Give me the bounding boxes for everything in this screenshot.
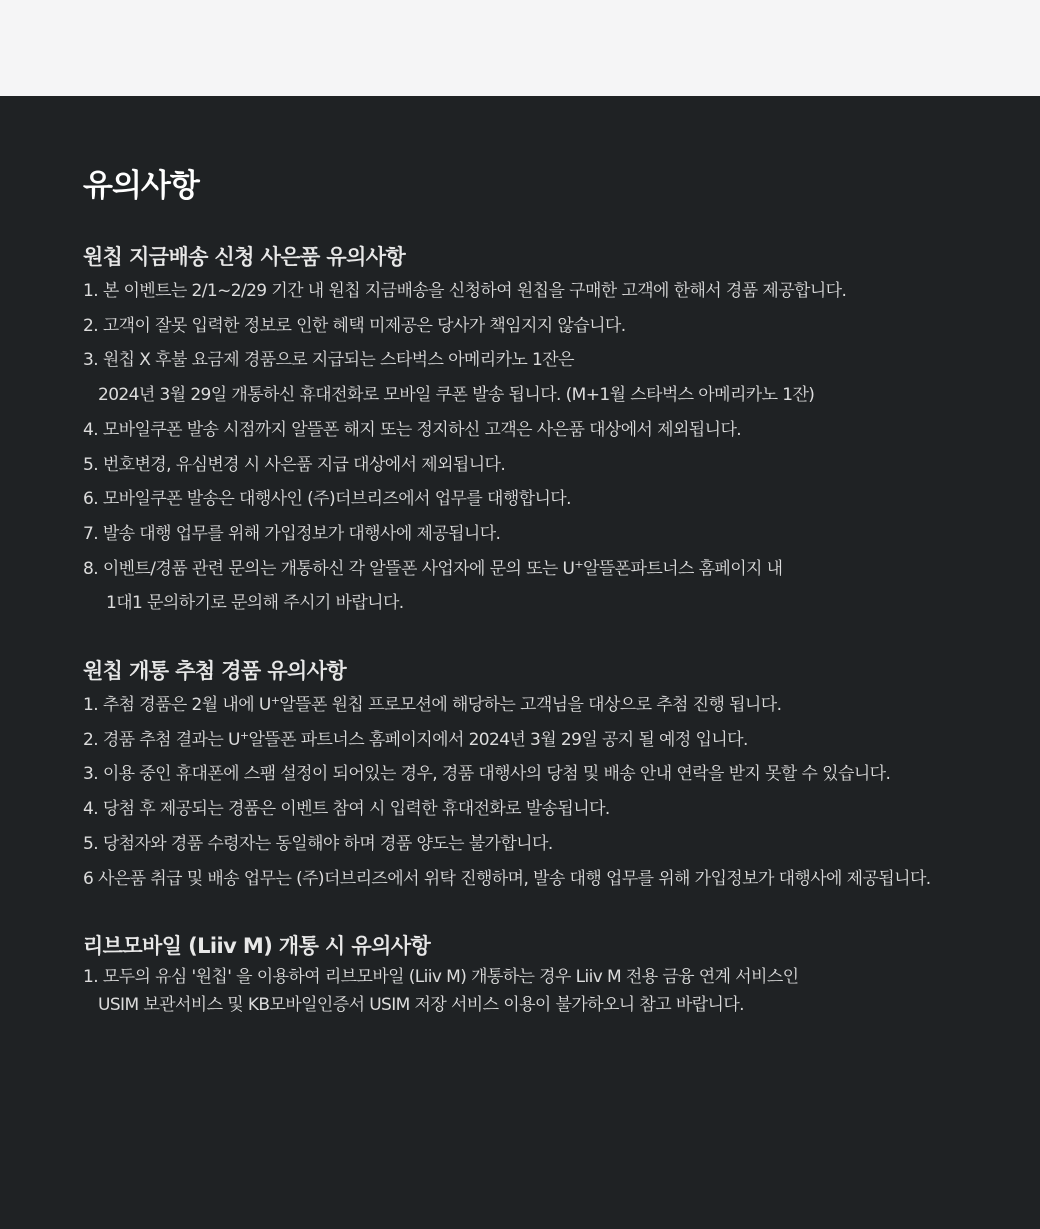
- superscript-plus: +: [270, 694, 280, 708]
- section-title: 원칩 개통 추첨 경품 유의사항: [83, 659, 347, 684]
- list-item-text: 알뜰폰파트너스 홈페이지 내: [583, 558, 783, 579]
- notice-title: 유의사항: [83, 168, 199, 204]
- list-item-continuation: USIM 보관서비스 및 KB모바일인증서 USIM 저장 서비스 이용이 불가하오니 참고 바랍니다.: [98, 995, 744, 1016]
- superscript-plus: +: [574, 557, 584, 571]
- list-item-text: 8. 이벤트/경품 관련 문의는 개통하신 각 알뜰폰 사업자에 문의 또는 U: [83, 558, 575, 579]
- list-item: [83, 963, 1040, 1019]
- list-item: [83, 688, 1040, 723]
- list-item-text: 3. 원칩 X 후불 요금제 경품으로 지급되는 스타벅스 아메리카노 1잔은: [83, 350, 574, 371]
- list-item-text: 알뜰폰 파트너스 홈페이지에서 2024년 3월 29일 공지 될 예정 입니다.: [248, 729, 748, 750]
- notice-list: [83, 963, 1040, 1019]
- list-item: 7. 발송 대행 업무를 위해 가입정보가 대행사에 제공됩니다.: [83, 523, 501, 544]
- section-title: 리브모바일 (Liiv M) 개통 시 유의사항: [83, 934, 431, 959]
- list-item-text: 1. 추첨 경품은 2월 내에 U: [83, 695, 271, 716]
- list-item-text: 알뜰폰 원칩 프로모션에 해당하는 고객님을 대상으로 추첨 진행 됩니다.: [279, 695, 782, 716]
- list-item: 2. 고객이 잘못 입력한 정보로 인한 혜택 미제공은 당사가 책임지지 않습니다.: [83, 315, 626, 336]
- list-item: [83, 723, 1040, 758]
- list-item: 6 사은품 취급 및 배송 업무는 (주)더브리즈에서 위탁 진행하며, 발송 대행 업무를 위해 가입정보가 대행사에 제공됩니다.: [83, 868, 931, 889]
- notice-section-onechip-draw: [83, 654, 1040, 896]
- section-title: 원칩 지금배송 신청 사은품 유의사항: [83, 245, 406, 269]
- list-item: [83, 552, 1040, 621]
- list-item: 5. 번호변경, 유심변경 시 사은품 지급 대상에서 제외됩니다.: [83, 454, 506, 475]
- top-band: [0, 0, 1040, 96]
- notice-list: [83, 688, 1040, 896]
- list-item: 4. 모바일쿠폰 발송 시점까지 알뜰폰 해지 또는 정지하신 고객은 사은품 대상에서 제외됩니다.: [83, 419, 742, 440]
- list-item: 3. 이용 중인 휴대폰에 스팸 설정이 되어있는 경우, 경품 대행사의 당첨 및 배송 안내 연락을 받지 못할 수 있습니다.: [83, 764, 891, 785]
- notice-section-onechip-delivery: [83, 240, 1040, 621]
- list-item-text: 1. 모두의 유심 '원칩' 을 이용하여 리브모바일 (Liiv M) 개통하는 경우 Liiv M 전용 금융 연계 서비스인: [83, 967, 799, 988]
- list-item-continuation: 2024년 3월 29일 개통하신 휴대전화로 모바일 쿠폰 발송 됩니다. (M+1월 스타벅스 아메리카노 1잔): [98, 385, 815, 406]
- notice-section-liivm: [83, 929, 1040, 1019]
- list-item: 6. 모바일쿠폰 발송은 대행사인 (주)더브리즈에서 업무를 대행합니다.: [83, 489, 571, 510]
- list-item: 5. 당첨자와 경품 수령자는 동일해야 하며 경품 양도는 불가합니다.: [83, 833, 553, 854]
- list-item: 1. 본 이벤트는 2/1~2/29 기간 내 원칩 지금배송을 신청하여 원칩을 구매한 고객에 한해서 경품 제공합니다.: [83, 281, 847, 301]
- list-item: 4. 당첨 후 제공되는 경품은 이벤트 참여 시 입력한 휴대전화로 발송됩니다.: [83, 799, 610, 820]
- notice-list: [83, 274, 1040, 621]
- list-item-continuation: 1대1 문의하기로 문의해 주시기 바랍니다.: [106, 593, 404, 614]
- list-item: [83, 343, 1040, 412]
- superscript-plus: +: [239, 728, 249, 742]
- notice-section: [0, 96, 1040, 1229]
- list-item-text: 2. 경품 추첨 결과는 U: [83, 729, 240, 750]
